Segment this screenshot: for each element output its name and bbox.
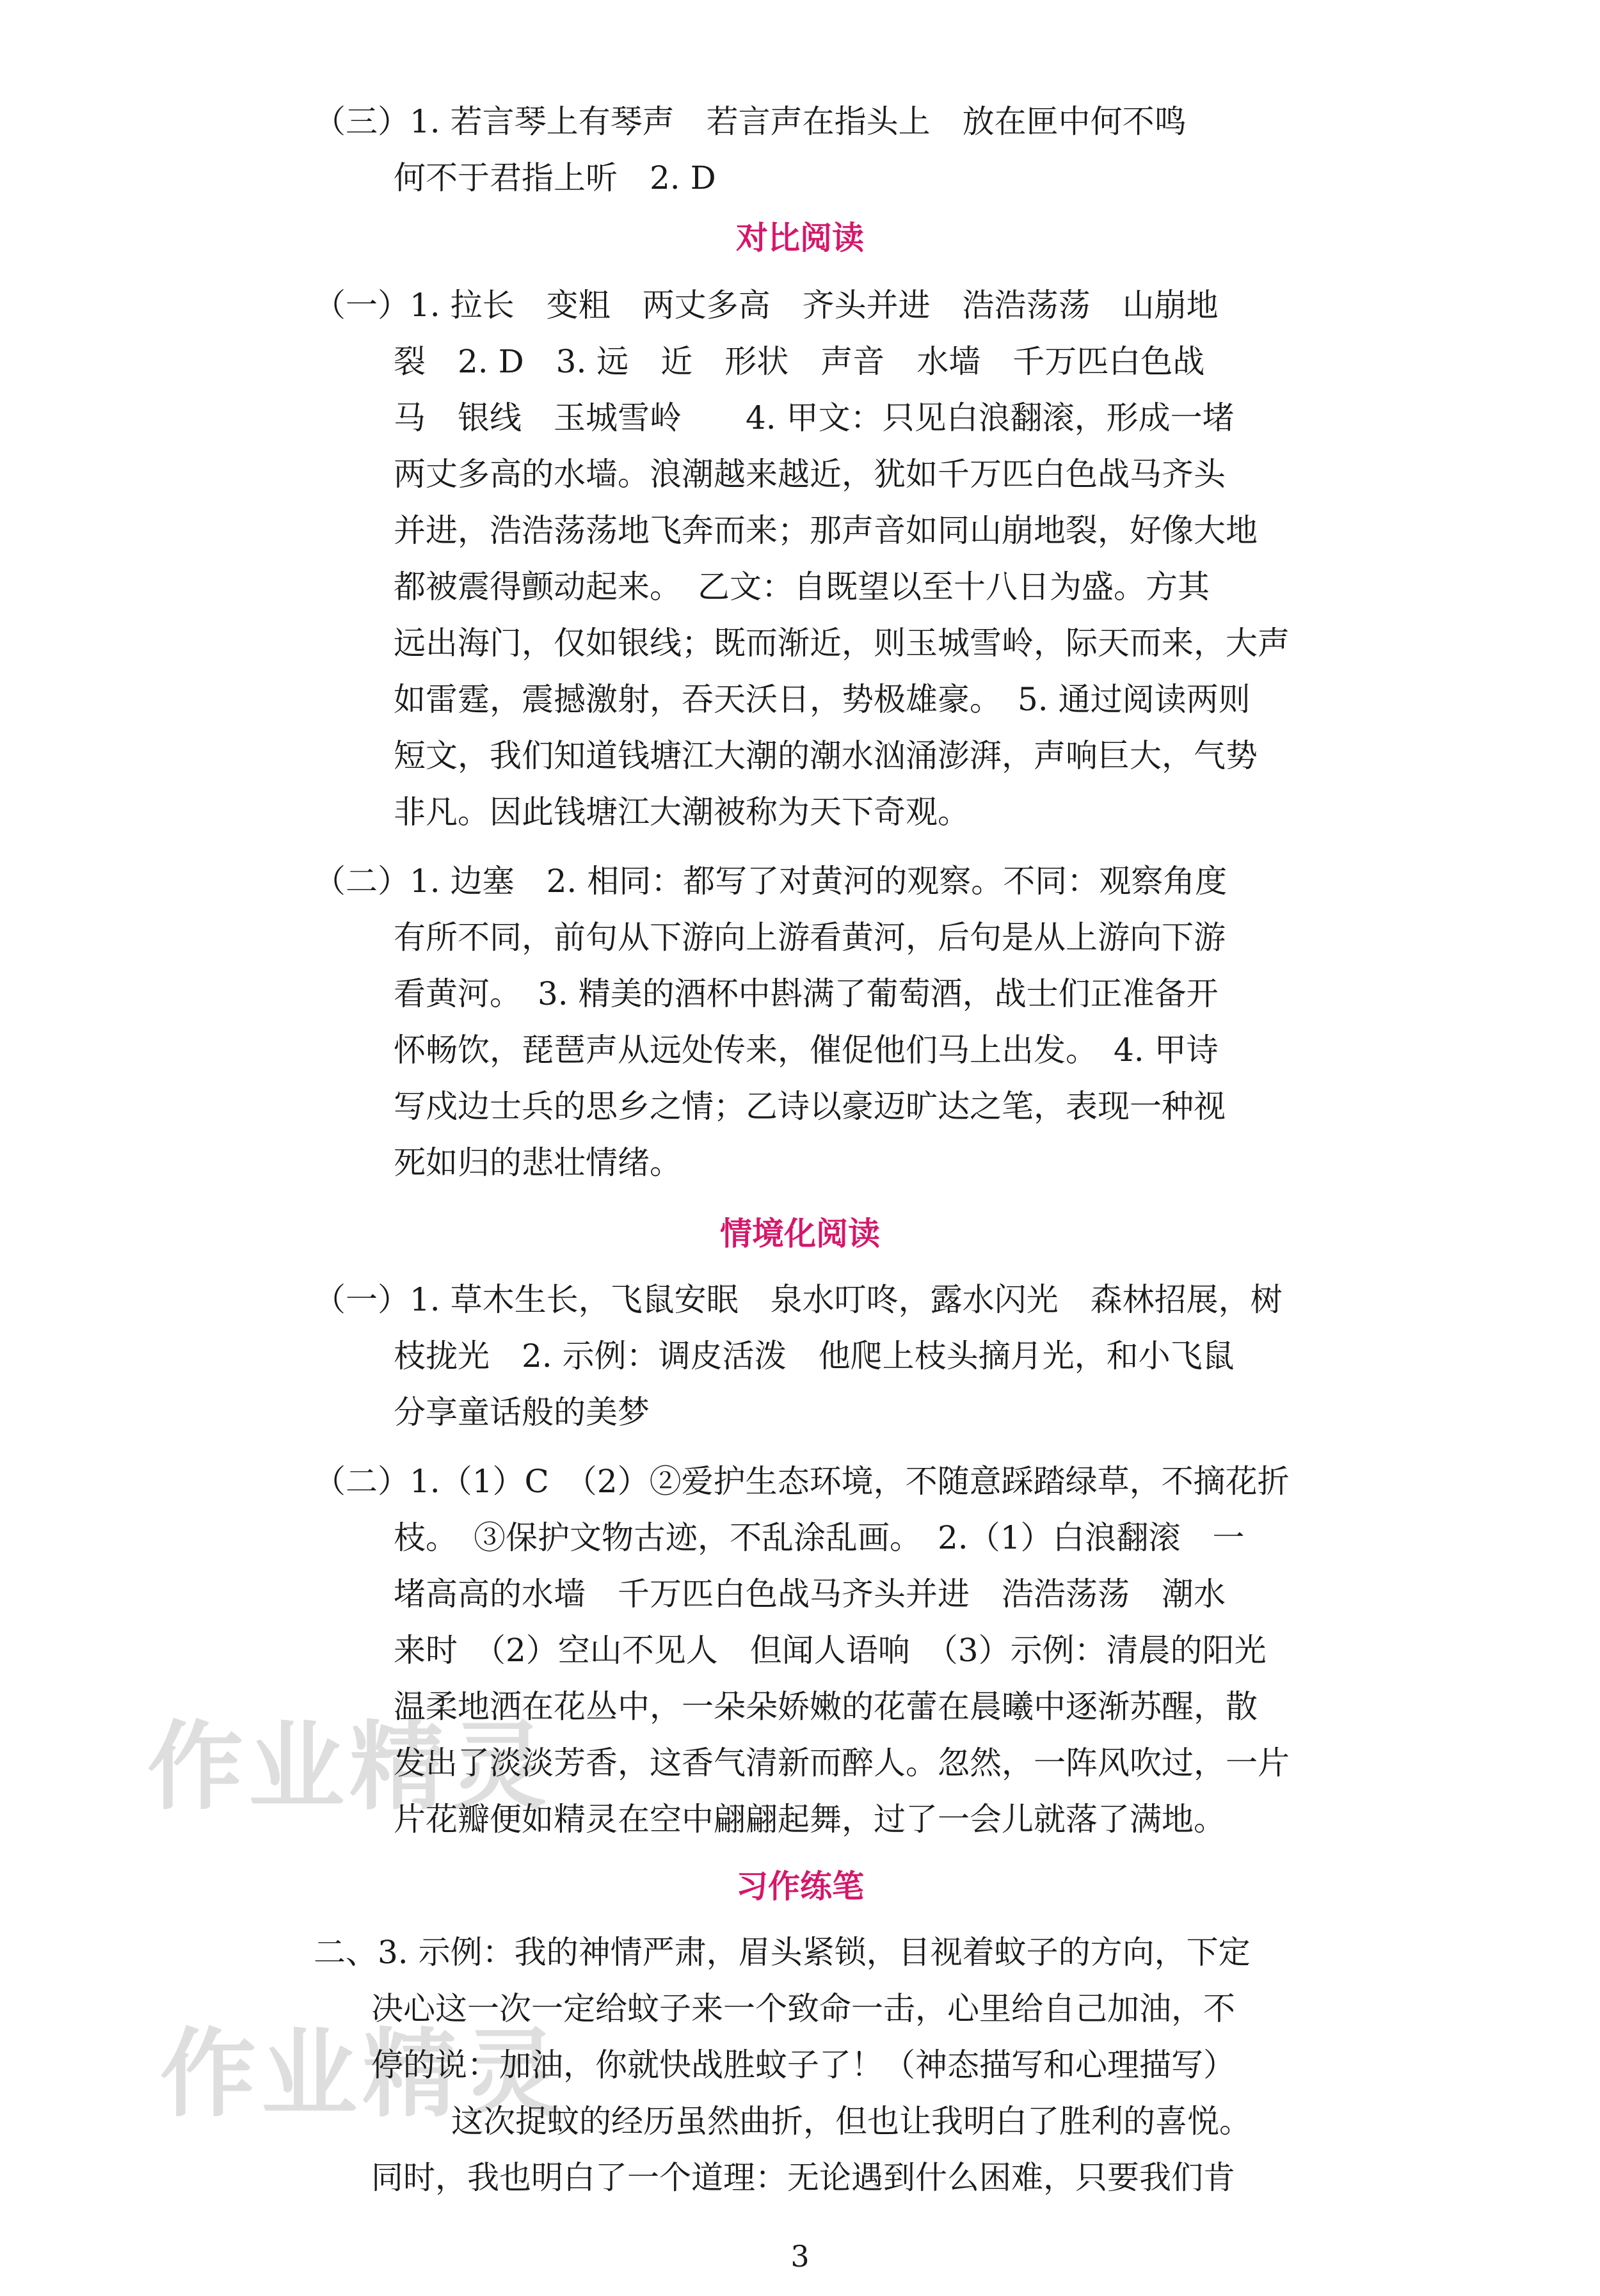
answer-line: 温柔地洒在花丛中，一朵朵娇嫩的花蕾在晨曦中逐渐苏醒，散 bbox=[394, 1688, 1258, 1725]
answer-line: 决心这一次一定给蚊子来一个致命一击，心里给自己加油，不 bbox=[371, 1990, 1235, 2027]
answer-line: 分享童话般的美梦 bbox=[394, 1394, 650, 1431]
answer-line: 片花瓣便如精灵在空中翩翩起舞，过了一会儿就落了满地。 bbox=[394, 1801, 1226, 1838]
watermark: 作业精灵 bbox=[160, 2019, 565, 2130]
answer-line: 发出了淡淡芳香，这香气清新而醉人。忽然，一阵风吹过，一片 bbox=[394, 1744, 1290, 1782]
answer-line: 并进，浩浩荡荡地飞奔而来；那声音如同山崩地裂，好像大地 bbox=[394, 512, 1258, 549]
answer-line: 有所不同，前句从下游向上游看黄河，后句是从上游向下游 bbox=[394, 919, 1226, 956]
watermark: 作业精灵 bbox=[147, 1712, 552, 1823]
answer-line: 两丈多高的水墙。浪潮越来越近，犹如千万匹白色战马齐头 bbox=[394, 456, 1226, 493]
answer-line: 枝拢光 2. 示例：调皮活泼 他爬上枝头摘月光，和小飞鼠 bbox=[394, 1337, 1235, 1375]
answer-line: 都被震得颤动起来。 乙文：自既望以至十八日为盛。方其 bbox=[394, 568, 1210, 605]
answer-line: 马 银线 玉城雪岭 4. 甲文：只见白浪翻滚，形成一堵 bbox=[394, 399, 1235, 436]
answer-line: 何不于君指上听 2. D bbox=[394, 159, 716, 196]
answer-line: 非凡。因此钱塘江大潮被称为天下奇观。 bbox=[394, 793, 970, 831]
answer-line: 停的说：加油，你就快战胜蚊子了！（神态描写和心理描写） bbox=[371, 2046, 1235, 2084]
answer-line: 这次捉蚊的经历虽然曲折，但也让我明白了胜利的喜悦。 bbox=[451, 2103, 1251, 2140]
answer-line: 怀畅饮，琵琶声从远处传来，催促他们马上出发。 4. 甲诗 bbox=[394, 1032, 1219, 1069]
answer-line: 死如归的悲壮情绪。 bbox=[394, 1144, 682, 1181]
answer-line: （三）1. 若言琴上有琴声 若言声在指头上 放在匣中何不鸣 bbox=[314, 103, 1187, 140]
answer-line: 堵高高的水墙 千万匹白色战马齐头并进 浩浩荡荡 潮水 bbox=[394, 1575, 1226, 1613]
answer-line: 同时，我也明白了一个道理：无论遇到什么困难，只要我们肯 bbox=[371, 2159, 1235, 2196]
answer-line: （一）1. 拉长 变粗 两丈多高 齐头并进 浩浩荡荡 山崩地 bbox=[314, 287, 1219, 324]
section-heading: 对比阅读 bbox=[736, 219, 864, 257]
answer-line: （一）1. 草木生长，飞鼠安眠 泉水叮咚，露水闪光 森林招展，树 bbox=[314, 1281, 1283, 1318]
section-heading: 习作练笔 bbox=[736, 1868, 864, 1905]
answer-line: （二）1. 边塞 2. 相同：都写了对黄河的观察。不同：观察角度 bbox=[314, 863, 1228, 900]
answer-line: 写戍边士兵的思乡之情；乙诗以豪迈旷达之笔，表现一种视 bbox=[394, 1088, 1226, 1125]
answer-line: 来时 （2）空山不见人 但闻人语响 （3）示例：清晨的阳光 bbox=[394, 1632, 1267, 1669]
answer-line: 远出海门，仅如银线；既而渐近，则玉城雪岭，际天而来，大声 bbox=[394, 625, 1290, 662]
page-number: 3 bbox=[790, 2239, 810, 2274]
section-heading: 情境化阅读 bbox=[720, 1215, 880, 1252]
answer-line: 短文，我们知道钱塘江大潮的潮水汹涌澎湃，声响巨大，气势 bbox=[394, 737, 1258, 774]
answer-line: 二、3. 示例：我的神情严肃，眉头紧锁，目视着蚊子的方向，下定 bbox=[314, 1934, 1251, 1971]
answer-line: 裂 2. D 3. 远 近 形状 声音 水墙 千万匹白色战 bbox=[394, 343, 1205, 380]
answer-line: 看黄河。 3. 精美的酒杯中斟满了葡萄酒，战士们正准备开 bbox=[394, 975, 1219, 1012]
answer-line: （二）1.（1）C （2）②爱护生态环境，不随意踩踏绿草，不摘花折 bbox=[314, 1463, 1290, 1500]
answer-line: 枝。 ③保护文物古迹，不乱涂乱画。 2.（1）白浪翻滚 一 bbox=[394, 1519, 1245, 1556]
answer-line: 如雷霆，震撼激射，吞天沃日，势极雄豪。 5. 通过阅读两则 bbox=[394, 681, 1251, 718]
